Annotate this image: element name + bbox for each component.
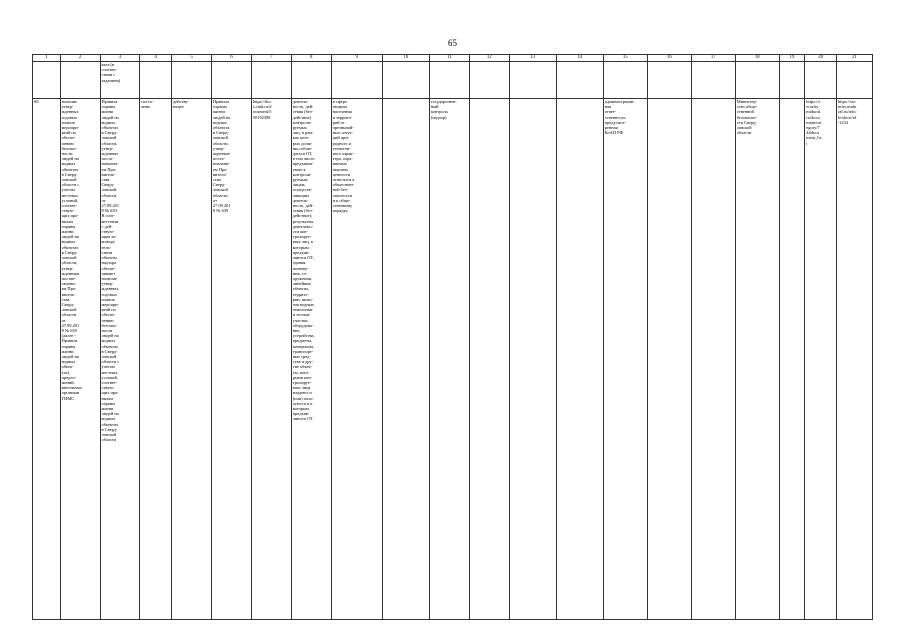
col-header: 5 [172,55,212,62]
table-cell [691,99,735,620]
table-cell [429,62,469,99]
col-header: 13 [509,55,556,62]
act-cell: Правила охраны жизни людей на водных объектах в Сверд- ловской области, утвер- жденные поста- новлени- ем Пра- витель- ства Сверд- ловской области от 27.09.201 8 № 639 [211,99,251,620]
article-link-cell[interactable]: https://sec urity.midu ral.ru/artic le/show/id /1234 [837,99,873,620]
col-header: 8 [291,55,331,62]
table-cell: акта (в соответ- ствии с заданием) [100,62,140,99]
col-header: 15 [603,55,647,62]
table-cell [805,62,837,99]
col-header: 10 [382,55,429,62]
col-header: 4 [140,55,172,62]
col-header: 21 [837,55,873,62]
table-cell [509,62,556,99]
col-header: 16 [647,55,691,62]
col-header: 6 [211,55,251,62]
col-header: 19 [779,55,805,62]
authority-cell: Министер- ство обще- ственной безопасно- сти Сверд- ловской области [735,99,779,620]
table-cell [469,99,509,620]
basis-cell: Правила охраны жизни людей на водных объектах в Сверд- ловской области, утвер- жденные поста- новлени- ем Пра- витель- ства Сверд- ловской области от 27.09.201 8 № 639. В соот- ветствии с дей- ствую- щим за- конода- тель- ством объекты надзора обеспе- чивают наличие утвер- жденных годовых планов меропри- ятий по обеспе- чению безопас- ности людей на водных объектах в Сверд- ловской области с учетом местных условий, соответ- ствую- щих пра- вилам охраны жизни людей на водных объектах в Сверд- ловской области [100,99,140,620]
requirement-cell: наличие утвер- жденных годовых планов меропри- ятий по обеспе- чению безопас- ности людей на водных объектах в Сверд- ловской области с учетом местных условий, соответ- ствую- щих пра- вилам охраны жизни людей на водных объектах в Сверд- ловской области, утвер- жденным постан- овлени- ем Пра- витель- ства Сверд- ловской области от 27.09.201 8 № 639 (далее - Правила охраны жизни людей на водных объек- тах), предло- жений, внесенных органами ГИМС [60,99,100,620]
table-cell [603,62,647,99]
guidance-link-cell[interactable]: https://s ecurity. midural. ru/docu ment/cat egory/7 4#docu ment_lis t [805,99,837,620]
page-number: 65 [448,38,457,48]
table-cell [647,99,691,620]
table-cell [735,62,779,99]
table-cell [291,62,331,99]
period-cell: посто- янно [140,99,172,620]
table-cell [837,62,873,99]
table-cell [172,62,212,99]
col-header: 1 [33,55,61,62]
table-cell [509,99,556,620]
col-header: 12 [469,55,509,62]
liability-cell: административ- ная ответ- ственность предусмот- ренная КоАП РФ [603,99,647,620]
table-cell [331,62,382,99]
col-header: 17 [691,55,735,62]
col-header: 7 [251,55,291,62]
table-cell [33,62,61,99]
act-link-cell[interactable]: https://doc s.cntd.ru/d ocument/5 50192398 [251,99,291,620]
table-cell [211,62,251,99]
table-cell [779,99,805,620]
table-cell [556,99,603,620]
control-type-cell: государствен- ный контроль (надзор) [429,99,469,620]
table-cell [556,62,603,99]
col-header: 18 [735,55,779,62]
table-cell [469,62,509,99]
col-header: 14 [556,55,603,62]
col-header: 20 [805,55,837,62]
table-cell [382,62,429,99]
table-cell [60,62,100,99]
col-header: 2 [60,55,100,62]
regulation-table [32,54,873,620]
sphere-cell: в сфере защиты населения и террито- рий от чрезвычай- ных ситуа- ций при- родного и техноген- ного харак- тера, охра- няемые законом ценности относятся к обществен- ной без- опасности и к обще- ственному порядку [331,99,382,620]
table-cell [691,62,735,99]
table-cell [251,62,291,99]
table-cell [140,62,172,99]
col-header: 9 [331,55,382,62]
table-row-continuation [33,62,873,99]
col-header: 11 [429,55,469,62]
col-header: 3 [100,55,140,62]
status-cell: действу- ющее [172,99,212,620]
table-row-69 [33,99,873,620]
objects-cell: деятель- ность, дей- ствия (без- действие) контроли- руемых лиц, в рам- ках кото- рых долж- ны соблю- даться ОТ, в том числе предъявля- емые к контроли- руемым лицам, осуществ- ляющим деятель- ность, дей- ствия (без- действие); результаты деятельно- сти кон- тролируе- мых лиц, к которым предъяв- ляются ОТ; здания, помеще- ния, со- оружения, линейные объекты, террито- рии, вклю- чая водные, земельные и лесные участки, оборудова- ние, устройства, предметы, материалы, транспорт- ные сред- ства и дру- гие объек- ты, кото- рыми кон- тролируе- мые лица владеют и (или) поль- зуются и к которым предъяв- ляются ОТ [291,99,331,620]
row-number-cell: 69. [33,99,61,620]
column-number-row [33,55,873,62]
table-cell [382,99,429,620]
table-cell [779,62,805,99]
table-cell [647,62,691,99]
